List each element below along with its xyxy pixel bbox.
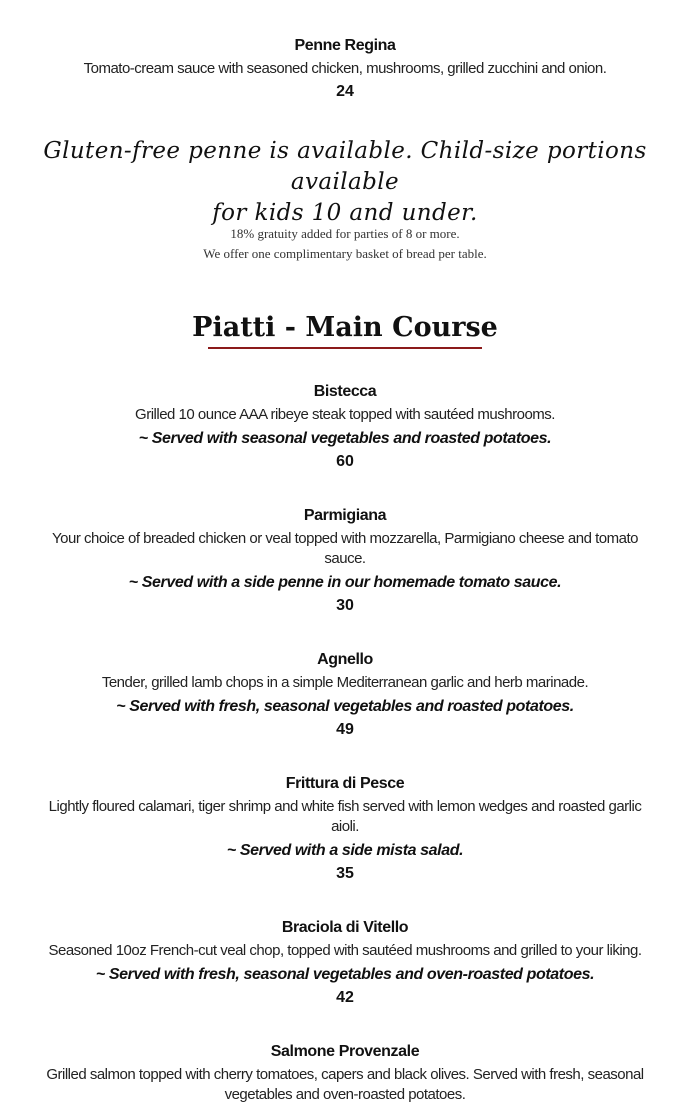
item-name: Bistecca <box>313 383 377 400</box>
item-description: Lightly floured calamari, tiger shrimp and white fish served with lemon wedges and roasted garlic aioli. <box>48 798 642 835</box>
item-name: Braciola di Vitello <box>281 919 409 936</box>
item-description: Grilled salmon topped with cherry tomatoes, capers and black olives. Served with fresh, seasonal vegetables and oven-roasted potatoes. <box>46 1066 644 1103</box>
pasta-note-line-1: Gluten-free penne is available. Child-size portions available <box>43 138 647 195</box>
menu-item-parmigiana <box>0 505 690 617</box>
item-price: 60 <box>336 453 354 470</box>
pasta-note <box>0 136 690 229</box>
bread-notice: We offer one complimentary basket of bread per table. <box>203 246 487 261</box>
menu-item-agnello <box>0 649 690 741</box>
item-price: 35 <box>336 865 354 882</box>
section-header <box>0 312 690 349</box>
menu-item-bistecca <box>0 381 690 473</box>
item-description: Tomato-cream sauce with seasoned chicken, mushrooms, grilled zucchini and onion. <box>83 60 607 77</box>
item-price: 49 <box>336 721 354 738</box>
menu-item-frittura-di-pesce <box>0 773 690 885</box>
item-serving-note: ~ Served with a side mista salad. <box>226 842 464 859</box>
pasta-note-line-2: for kids 10 and under. <box>212 200 478 226</box>
fine-print <box>0 224 690 264</box>
item-serving-note: ~ Served with seasonal vegetables and roasted potatoes. <box>138 430 552 447</box>
item-serving-note: ~ Served with a side penne in our homemade tomato sauce. <box>128 574 562 591</box>
item-name: Agnello <box>317 651 373 668</box>
section-divider <box>208 347 482 349</box>
item-description: Grilled 10 ounce AAA ribeye steak topped with sautéed mushrooms. <box>135 406 555 423</box>
item-serving-note: ~ Served with fresh, seasonal vegetables and oven-roasted potatoes. <box>95 966 595 983</box>
item-description: Seasoned 10oz French-cut veal chop, topped with sautéed mushrooms and grilled to your liking. <box>48 942 642 959</box>
item-serving-note: ~ Served with fresh, seasonal vegetables and roasted potatoes. <box>116 698 574 715</box>
item-name: Penne Regina <box>294 37 396 54</box>
menu-item-braciola-di-vitello <box>0 917 690 1009</box>
gratuity-notice: 18% gratuity added for parties of 8 or more. <box>230 226 460 241</box>
item-description: Tender, grilled lamb chops in a simple Mediterranean garlic and herb marinade. <box>101 674 589 691</box>
item-price: 42 <box>336 989 354 1006</box>
item-name: Parmigiana <box>303 507 387 524</box>
item-description: Your choice of breaded chicken or veal topped with mozzarella, Parmigiano cheese and tomato sauce. <box>52 530 638 567</box>
item-price: 24 <box>336 83 354 100</box>
menu-item-penne-regina <box>0 35 690 103</box>
section-title: Piatti - Main Course <box>192 312 498 343</box>
menu-item-salmone-provenzale <box>0 1041 690 1105</box>
item-name: Salmone Provenzale <box>270 1043 420 1060</box>
item-name: Frittura di Pesce <box>285 775 405 792</box>
item-price: 30 <box>336 597 354 614</box>
